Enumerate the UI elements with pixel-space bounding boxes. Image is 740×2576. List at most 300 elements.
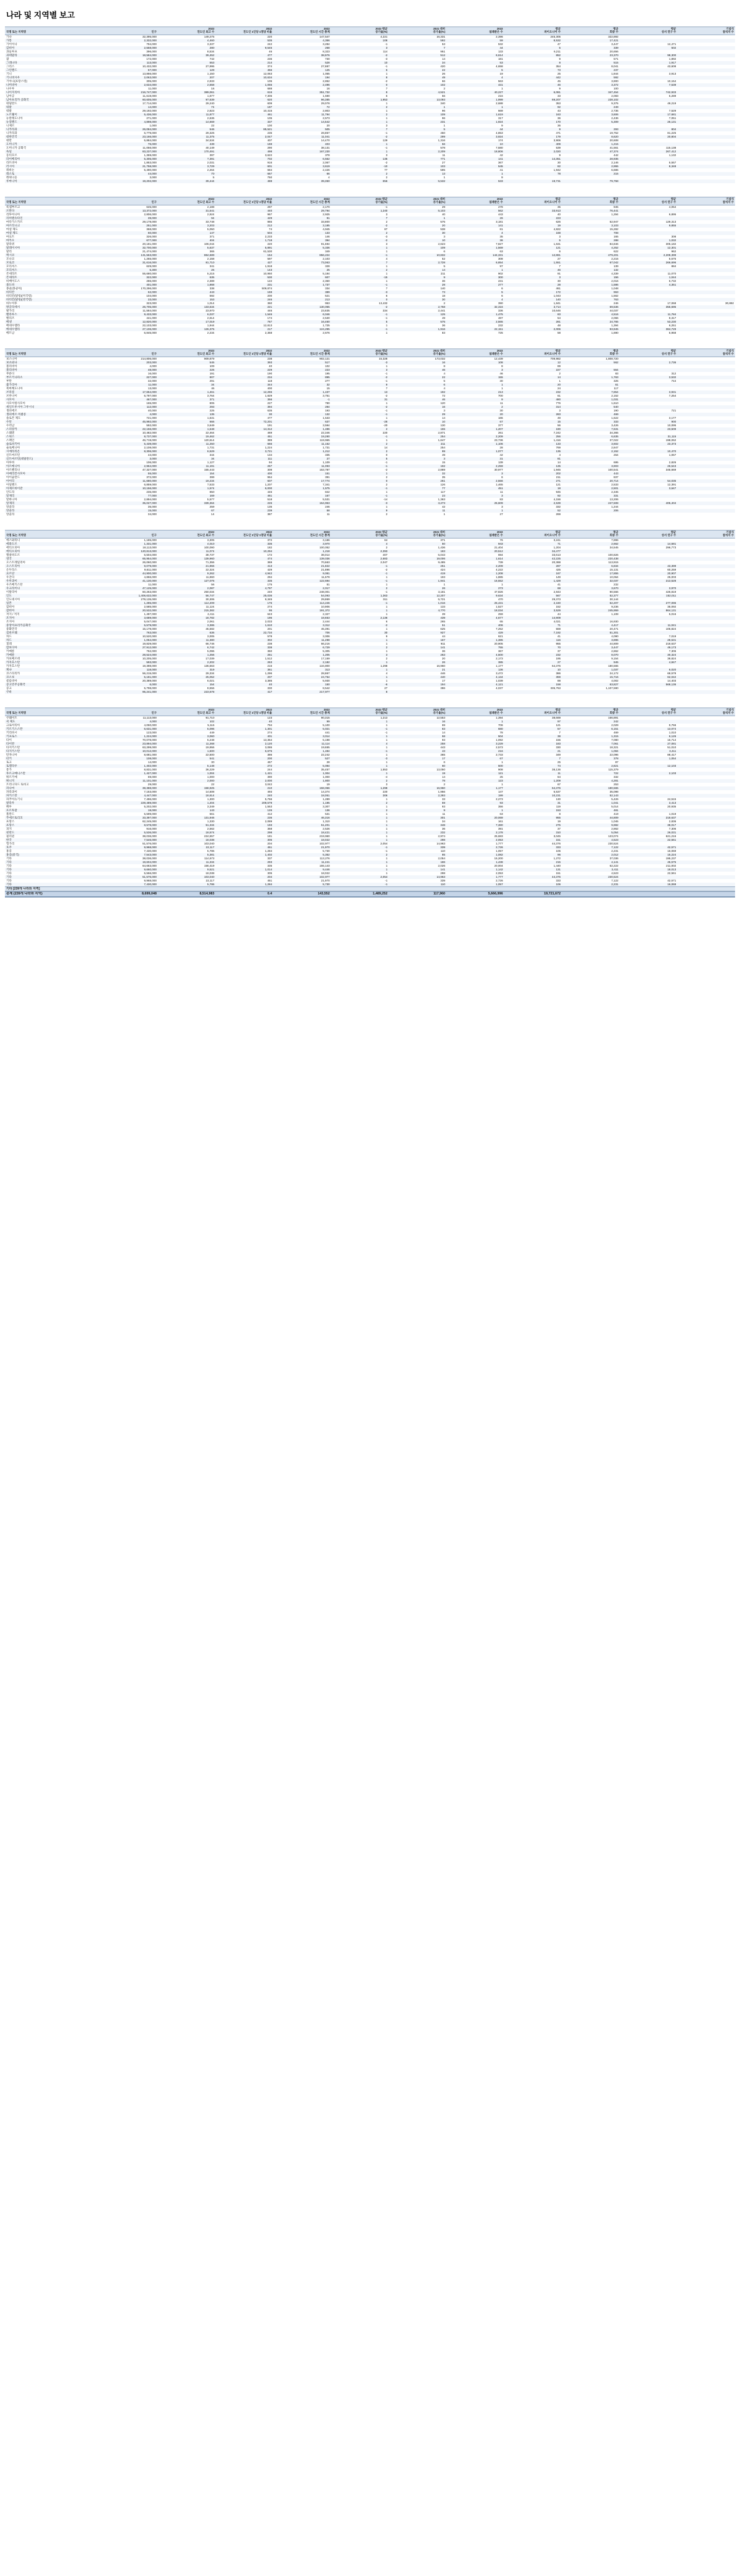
- row-country-name: 리히텐슈타인: [6, 217, 23, 220]
- row-cell-5: -2: [385, 376, 388, 379]
- row-cell-5: -2: [385, 224, 388, 227]
- row-cell-3: 356: [267, 398, 273, 401]
- row-cell-5: 1: [385, 812, 388, 815]
- row-cell-1: 6,779,000: [144, 131, 157, 134]
- row-cell-2: 191: [209, 372, 215, 375]
- row-country-name: 필리핀: [6, 835, 15, 838]
- row-cell-9: 2,436: [611, 117, 619, 120]
- row-cell-1: 11,101,000: [142, 779, 157, 782]
- row-cell-1: 10,205,000: [142, 657, 157, 660]
- row-cell-2: 21,966: [205, 564, 215, 568]
- row-cell-6: 1: [443, 583, 445, 586]
- row-cell-6: 126: [440, 483, 445, 486]
- row-cell-8: 1,631: [553, 242, 561, 246]
- row-cell-2: 592: [209, 294, 215, 297]
- row-country-name: 에티오피아: [6, 546, 20, 549]
- row-cell-7: 5: [501, 291, 503, 294]
- row-cell-1: 20,181,000: [142, 242, 157, 246]
- row-cell-3: 238: [267, 357, 273, 360]
- row-cell-9: 1,031: [611, 398, 619, 401]
- row-country-name: 라트비아: [6, 161, 17, 164]
- row-cell-4: 91: [326, 217, 330, 220]
- row-cell-5: 4: [385, 542, 388, 545]
- row-cell-5: -3: [385, 757, 388, 760]
- row-cell-2: 4,460: [207, 39, 215, 42]
- column-header-6: [388, 530, 446, 539]
- row-cell-4: 1,109: [323, 461, 330, 464]
- row-cell-3: 263: [267, 661, 273, 664]
- row-cell-5: 2: [385, 646, 388, 649]
- column-header-bottom: 전도인 시간 총계: [310, 30, 330, 33]
- row-cell-8: 9: [559, 154, 561, 157]
- row-country-name: 말리: [6, 250, 12, 253]
- row-cell-7: 1: [501, 783, 503, 786]
- row-cell-9: 15,716: [609, 675, 619, 679]
- row-cell-5: 2,683: [380, 557, 388, 560]
- row-cell-4: 334: [325, 287, 330, 290]
- row-cell-9: 52,143: [609, 794, 619, 797]
- row-cell-4: 2,676: [323, 331, 330, 334]
- row-cell-5: 1: [385, 838, 388, 841]
- column-header-top: 평균: [613, 708, 619, 712]
- row-cell-6: 51: [442, 624, 445, 627]
- row-cell-4: 16: [326, 87, 330, 90]
- row-cell-7: 16,552: [494, 579, 503, 582]
- row-cell-4: 1,590: [323, 94, 330, 97]
- row-country-name: 타이완: [6, 742, 15, 745]
- column-header-bottom: 참석자 수: [722, 200, 734, 204]
- row-cell-8: 3,241: [553, 538, 561, 542]
- row-cell-4: 51: [326, 583, 330, 586]
- row-cell-5: -1: [385, 372, 388, 375]
- row-cell-2: 19,234: [205, 479, 215, 482]
- row-cell-6: 2,441: [438, 309, 445, 312]
- row-cell-5: 1: [385, 638, 388, 642]
- row-cell-5: 6: [385, 620, 388, 623]
- row-cell-9: 22,096: [609, 753, 619, 756]
- row-cell-9: 322,892: [608, 35, 619, 38]
- row-cell-6: 298: [440, 838, 445, 841]
- column-header-bottom: 전도인 시간 총계: [310, 711, 330, 714]
- row-cell-5: 1: [385, 805, 388, 808]
- row-cell-5: 1,213: [380, 716, 388, 719]
- row-cell-3: 197: [267, 105, 273, 109]
- row-country-name: 기타: [6, 864, 12, 867]
- row-cell-3: 1,718: [265, 239, 273, 242]
- row-cell-4: 3,619: [323, 165, 330, 168]
- column-header-5: [331, 27, 389, 35]
- row-country-name: 마셜 제도: [6, 231, 18, 234]
- row-cell-1: 120,813,000: [141, 550, 157, 553]
- row-cell-9: 4,339: [611, 272, 619, 275]
- column-header-bottom: 전도인 시간 총계: [310, 200, 330, 204]
- row-cell-5: 30: [384, 631, 388, 634]
- row-cell-1: 7,496,000: [144, 798, 157, 801]
- row-country-name: 레바논: [6, 168, 15, 171]
- column-header-3: [216, 530, 274, 539]
- row-cell-4: 3,751: [323, 394, 330, 397]
- row-cell-5: -2: [385, 394, 388, 397]
- row-cell-2: 907: [209, 376, 215, 379]
- row-country-name: 투르크메니스탄: [6, 772, 26, 775]
- row-country-name: 생피에르: [6, 409, 17, 412]
- row-cell-3: 688: [267, 87, 273, 90]
- row-cell-5: 2: [385, 442, 388, 445]
- row-cell-1: 721,000: [146, 416, 157, 419]
- row-cell-10: 8,348: [668, 165, 676, 168]
- row-cell-3: 175: [267, 583, 273, 586]
- row-cell-9: 1,294: [611, 213, 619, 216]
- row-cell-3: 196: [267, 616, 273, 619]
- row-cell-6: 625: [440, 627, 445, 630]
- row-cell-8: 89: [557, 365, 561, 368]
- row-cell-3: 493: [267, 790, 273, 793]
- row-cell-9: 2,862: [611, 827, 619, 830]
- row-cell-4: 248,001: [319, 590, 330, 593]
- row-cell-1: 1,853,000: [144, 161, 157, 164]
- row-cell-7: 1,092: [496, 738, 503, 741]
- row-cell-6: 4,521: [438, 91, 445, 94]
- row-cell-5: 656: [382, 180, 388, 183]
- row-cell-9: 30,144: [609, 598, 619, 601]
- row-cell-7: 216: [498, 749, 503, 753]
- row-cell-1: 56,215,000: [142, 672, 157, 675]
- row-cell-7: 63: [500, 250, 503, 253]
- row-cell-6: 339: [440, 846, 445, 849]
- row-cell-9: 2,029: [611, 724, 619, 727]
- row-cell-2: 1,150: [207, 72, 215, 75]
- row-cell-10: 152,011: [666, 594, 676, 597]
- row-cell-2: 11,124: [205, 605, 215, 608]
- row-cell-3: 40: [269, 365, 273, 368]
- row-country-name: 헝가리: [6, 842, 15, 845]
- row-cell-9: 1,041: [611, 801, 619, 804]
- row-cell-7: 30: [500, 409, 503, 412]
- row-country-name: 과테말라: [6, 54, 17, 57]
- row-cell-6: 232: [440, 831, 445, 834]
- row-cell-6: 6: [443, 761, 445, 764]
- row-cell-10: 9,855: [668, 224, 676, 227]
- row-cell-7: 231: [498, 279, 503, 283]
- row-cell-2: 27,995: [205, 65, 215, 68]
- row-cell-9: 230,524: [608, 842, 619, 845]
- row-cell-6: 15: [442, 461, 445, 464]
- row-cell-4: 1,737: [323, 283, 330, 286]
- row-cell-6: 1,916: [438, 328, 445, 331]
- row-cell-1: 44,000: [147, 172, 157, 175]
- row-cell-4: 11,093: [321, 464, 330, 468]
- row-cell-3: 274: [267, 731, 273, 734]
- row-cell-5: 8: [385, 76, 388, 79]
- row-cell-10: 4,847: [668, 661, 676, 664]
- row-cell-4: 895: [325, 376, 330, 379]
- row-cell-7: 1: [501, 172, 503, 175]
- row-cell-10: 24,515: [667, 798, 676, 801]
- row-cell-4: 5,336: [323, 246, 330, 249]
- row-cell-6: 49: [442, 316, 445, 320]
- row-cell-1: 55,000: [147, 472, 157, 475]
- row-cell-9: 84,846: [609, 242, 619, 246]
- row-cell-3: 2,120: [265, 742, 273, 745]
- row-cell-4: 18,653: [321, 616, 330, 619]
- row-cell-4: 21,970: [321, 879, 330, 882]
- row-cell-1: 18,113,000: [142, 546, 157, 549]
- row-country-name: 니카라과: [6, 128, 17, 131]
- row-cell-2: 18,038: [205, 838, 215, 841]
- row-cell-4: 24,754: [321, 675, 330, 679]
- report-table-block: [5, 530, 735, 694]
- row-cell-8: 354: [556, 65, 561, 68]
- column-header-top: 2022: [323, 197, 330, 201]
- row-cell-3: 201: [267, 627, 273, 630]
- row-cell-3: 231: [267, 283, 273, 286]
- row-cell-5: 9: [385, 383, 388, 386]
- row-cell-3: 518: [267, 498, 273, 501]
- row-cell-3: 361: [267, 668, 273, 671]
- row-cell-7: 123: [498, 779, 503, 782]
- row-cell-3: 394: [267, 405, 273, 408]
- row-cell-10: 6,895: [668, 213, 676, 216]
- row-cell-2: 45,582: [205, 627, 215, 630]
- row-cell-2: 102: [209, 720, 215, 723]
- row-cell-8: 172: [556, 291, 561, 294]
- row-cell-4: 284: [325, 405, 330, 408]
- row-cell-5: 2: [385, 450, 388, 453]
- row-cell-8: 33,613: [552, 553, 561, 556]
- row-cell-7: 4: [501, 231, 503, 234]
- row-cell-8: 131: [556, 868, 561, 871]
- row-country-name: 신트마르턴(네덜란드): [6, 457, 33, 460]
- column-header-7: [446, 197, 504, 205]
- row-cell-8: 3,529: [553, 609, 561, 612]
- row-cell-9: 180,565: [608, 786, 619, 790]
- row-cell-5: 1: [385, 735, 388, 738]
- row-cell-8: 71: [557, 542, 561, 545]
- row-cell-3: 1,284: [265, 883, 273, 886]
- column-header-bottom: 증가율(%): [433, 30, 445, 33]
- column-header-top: 기념식: [726, 27, 734, 31]
- row-cell-2: 864,689: [204, 254, 215, 257]
- row-cell-7: 755: [498, 646, 503, 649]
- row-cell-1: 44,900,000: [142, 572, 157, 575]
- row-cell-8: 232: [556, 653, 561, 656]
- row-cell-7: 429: [498, 631, 503, 634]
- row-cell-7: 2,565: [496, 320, 503, 323]
- row-cell-5: 64: [384, 538, 388, 542]
- row-cell-2: 224,557: [204, 835, 215, 838]
- row-cell-5: 2: [385, 172, 388, 175]
- row-cell-6: 167: [440, 638, 445, 642]
- row-cell-6: 512: [440, 54, 445, 57]
- row-cell-5: 1: [385, 109, 388, 112]
- row-cell-2: 5,786: [207, 849, 215, 852]
- row-cell-3: 620: [267, 98, 273, 101]
- row-country-name: 레소토: [6, 172, 15, 175]
- row-cell-10: 18,013: [667, 868, 676, 871]
- row-cell-3: 369: [267, 561, 273, 564]
- row-cell-8: 1,841: [553, 302, 561, 305]
- row-country-name: 일본: [6, 601, 12, 605]
- row-cell-4: 15: [326, 387, 330, 390]
- row-cell-3: 400: [267, 387, 273, 390]
- row-cell-10: 53,230: [667, 320, 676, 323]
- row-cell-9: 4,417: [611, 624, 619, 627]
- row-cell-5: 2: [385, 513, 388, 516]
- row-cell-9: 3,896: [611, 638, 619, 642]
- row-cell-4: 5,198: [323, 738, 330, 741]
- row-cell-3: 240: [267, 590, 273, 593]
- row-cell-6: 575: [440, 220, 445, 223]
- row-cell-6: 140: [440, 287, 445, 290]
- row-cell-2: 1,330: [207, 820, 215, 823]
- row-cell-4: 28,857: [321, 131, 330, 134]
- row-cell-7: 4,500: [496, 653, 503, 656]
- row-cell-1: 70,078,000: [142, 738, 157, 741]
- row-cell-6: 34: [442, 820, 445, 823]
- row-cell-9: 8,041: [611, 65, 619, 68]
- row-cell-6: 1: [443, 105, 445, 109]
- row-cell-4: 100,052: [319, 546, 330, 549]
- row-cell-5: 6: [385, 68, 388, 72]
- row-cell-1: 22,103,000: [142, 324, 157, 327]
- row-cell-1: 323,000: [146, 302, 157, 305]
- row-cell-10: 7,539: [668, 83, 676, 86]
- row-cell-8: 20: [557, 383, 561, 386]
- row-cell-2: 371: [209, 235, 215, 238]
- row-cell-5: 129: [382, 139, 388, 142]
- row-cell-5: -2: [385, 468, 388, 471]
- grand-total-row: [5, 891, 735, 897]
- row-cell-9: 1,690: [611, 331, 619, 334]
- row-cell-1: 305,000: [146, 80, 157, 83]
- row-cell-2: 2,031: [207, 161, 215, 164]
- row-cell-10: 405,404: [665, 502, 676, 505]
- row-cell-5: -1: [385, 564, 388, 568]
- row-country-name: 차드: [6, 638, 12, 642]
- column-header-top: 2022 평균: [375, 27, 388, 31]
- row-country-name: 괌: [6, 57, 9, 60]
- row-cell-5: 1: [385, 272, 388, 275]
- row-cell-4: 17,159: [321, 657, 330, 660]
- row-cell-9: 4,141: [611, 861, 619, 864]
- row-cell-3: 498: [267, 150, 273, 153]
- row-cell-2: 23,970: [205, 309, 215, 312]
- row-cell-9: 20,714: [609, 479, 619, 482]
- row-cell-2: 22,117: [205, 846, 215, 849]
- row-cell-10: 218,637: [665, 816, 676, 819]
- row-cell-9: 1,045: [611, 820, 619, 823]
- row-cell-9: 4,523: [611, 872, 619, 875]
- row-cell-3: 967: [267, 213, 273, 216]
- row-country-name: 베냉: [6, 320, 12, 323]
- row-cell-9: 2,152: [611, 394, 619, 397]
- row-cell-3: 220: [267, 35, 273, 38]
- row-country-name: 아제르바이잔: [6, 487, 23, 490]
- row-cell-8: 88: [557, 679, 561, 682]
- row-cell-2: 397: [209, 154, 215, 157]
- row-cell-5: 1: [385, 150, 388, 153]
- row-cell-10: 266,696: [665, 261, 676, 264]
- row-cell-3: 209,579: [261, 801, 273, 804]
- row-cell-8: 20,388: [552, 561, 561, 564]
- row-cell-7: 300: [498, 276, 503, 279]
- row-cell-3: 94: [269, 461, 273, 464]
- row-cell-7: 278: [498, 205, 503, 208]
- row-country-name: 네팔: [6, 105, 12, 109]
- row-cell-5: 7: [385, 128, 388, 131]
- row-cell-4: 3,284: [323, 43, 330, 46]
- row-country-name: 부르키나파소: [6, 376, 23, 379]
- total-cell-1: [100, 887, 158, 892]
- row-country-name: 터키: [6, 757, 12, 760]
- row-cell-1: 1,406,632,000: [138, 594, 157, 597]
- row-cell-7: 147: [498, 790, 503, 793]
- column-header-bottom: 파이오니어 수: [544, 352, 561, 355]
- row-cell-7: 1,177: [496, 786, 503, 790]
- row-cell-1: 26,060,000: [142, 561, 157, 564]
- row-cell-4: 3,312: [323, 624, 330, 627]
- row-country-name: 코스타리카: [6, 672, 20, 675]
- column-header-top: 2022: [208, 349, 215, 353]
- row-cell-10: 54,035: [667, 479, 676, 482]
- row-cell-7: 44: [500, 128, 503, 131]
- row-cell-6: 43: [442, 749, 445, 753]
- row-cell-9: 8,070: [611, 653, 619, 656]
- row-cell-10: 7,254: [668, 394, 676, 397]
- row-cell-1: 65,954,000: [142, 557, 157, 560]
- row-cell-4: 213: [325, 298, 330, 301]
- row-cell-8: 211: [556, 476, 561, 479]
- row-cell-8: 567: [556, 594, 561, 597]
- row-cell-5: -1: [385, 379, 388, 382]
- row-country-name: 솔로몬 제도: [6, 416, 21, 419]
- row-cell-7: 139: [498, 461, 503, 464]
- row-cell-3: 412: [267, 812, 273, 815]
- row-cell-5: 2: [385, 801, 388, 804]
- row-cell-10: 1,044: [668, 276, 676, 279]
- row-cell-8: 41: [557, 635, 561, 638]
- row-cell-5: 4: [385, 742, 388, 745]
- row-cell-10: 1,917: [668, 61, 676, 64]
- row-cell-10: 26,031: [667, 831, 676, 834]
- row-cell-3: 226: [267, 502, 273, 505]
- row-cell-7: 2,053: [496, 838, 503, 841]
- row-cell-5: -2: [385, 161, 388, 164]
- row-cell-4: 153,787: [319, 468, 330, 471]
- row-cell-5: -2: [385, 239, 388, 242]
- row-cell-6: 365: [440, 753, 445, 756]
- row-cell-4: 32: [326, 383, 330, 386]
- row-cell-6: 23: [442, 494, 445, 497]
- row-cell-6: 419: [440, 572, 445, 575]
- row-cell-8: 45: [557, 80, 561, 83]
- row-country-name: 라이베리아: [6, 157, 20, 160]
- row-cell-4: 38,014: [321, 553, 330, 556]
- row-cell-5: 1: [385, 120, 388, 123]
- row-country-name: 몬세라트: [6, 276, 17, 279]
- row-country-name: 파키스탄: [6, 794, 17, 797]
- total-cell-2: [158, 887, 216, 892]
- row-cell-5: -4: [385, 775, 388, 778]
- row-cell-10: 28,531: [667, 638, 676, 642]
- row-cell-3: 1,512: [265, 657, 273, 660]
- row-cell-3: 4,942: [265, 572, 273, 575]
- row-country-name: 에티오피아: [6, 550, 20, 553]
- row-cell-7: 42: [500, 453, 503, 456]
- row-cell-3: 767: [267, 320, 273, 323]
- row-cell-5: 2: [385, 587, 388, 590]
- row-cell-4: 246: [325, 505, 330, 508]
